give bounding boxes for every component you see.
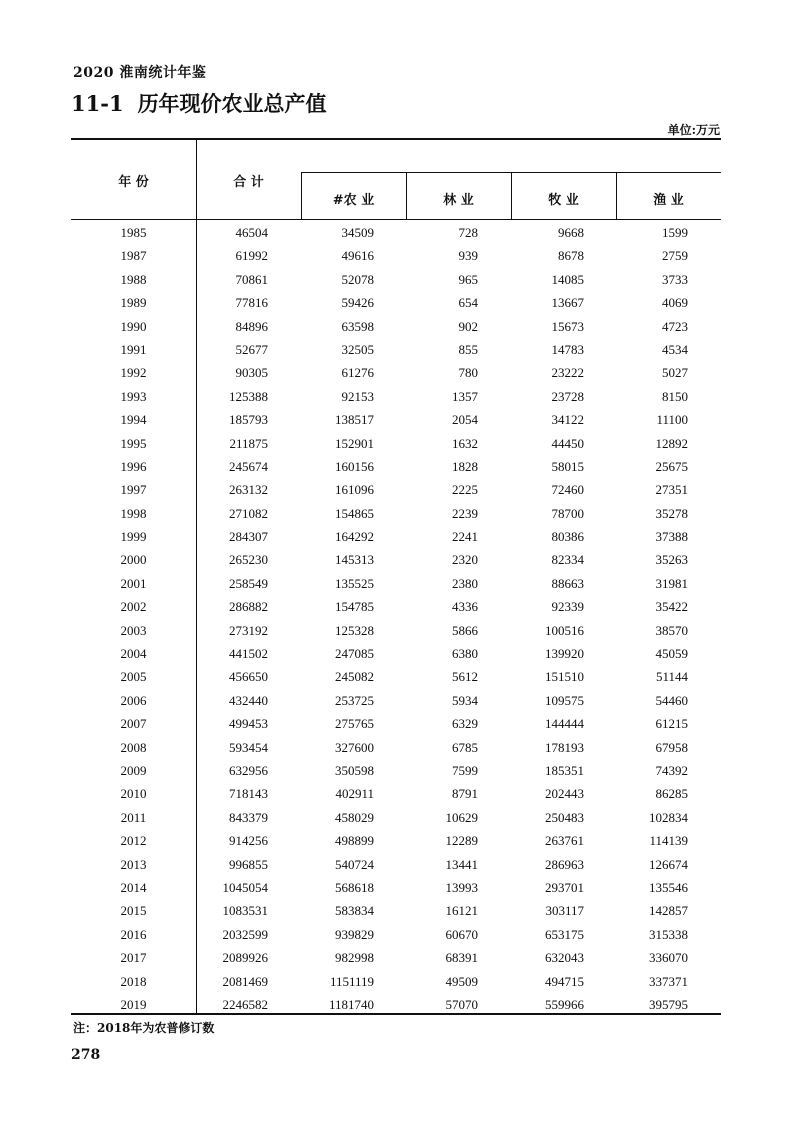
cell-forestry: 855 (458, 341, 478, 357)
cell-animal: 303117 (545, 903, 584, 919)
cell-forestry: 780 (458, 365, 478, 381)
cell-agriculture: 245082 (335, 669, 374, 685)
cell-fishery: 86285 (655, 786, 688, 802)
cell-total: 284307 (229, 529, 268, 545)
cell-year: 1991 (120, 341, 147, 357)
cell-forestry: 10629 (445, 809, 478, 825)
table-row (71, 478, 721, 501)
header-year: 年 份 (118, 175, 149, 190)
cell-fishery: 114139 (649, 833, 688, 849)
cell-total: 2246582 (222, 996, 268, 1012)
cell-fishery: 1599 (662, 225, 688, 240)
cell-agriculture: 161096 (335, 482, 374, 498)
cell-forestry: 2225 (452, 482, 478, 498)
cell-total: 286882 (229, 599, 268, 615)
table-row (71, 853, 721, 876)
cell-fishery: 8150 (662, 388, 688, 404)
cell-fishery: 38570 (655, 622, 688, 638)
table-row (71, 268, 721, 291)
cell-animal: 58015 (551, 458, 584, 474)
header-agriculture: #农 业 (332, 193, 375, 208)
cell-fishery: 336070 (649, 950, 688, 966)
cell-agriculture: 939829 (335, 926, 374, 942)
cell-animal: 92339 (551, 599, 584, 615)
cell-total: 632956 (229, 762, 268, 778)
cell-forestry: 728 (458, 225, 478, 240)
table-row (71, 759, 721, 782)
cell-fishery: 35422 (655, 599, 688, 615)
table-row (71, 876, 721, 899)
cell-agriculture: 145313 (335, 552, 374, 568)
cell-agriculture: 247085 (335, 646, 374, 662)
cell-fishery: 31981 (655, 575, 688, 591)
cell-forestry: 13993 (445, 879, 478, 895)
cell-forestry: 2380 (452, 575, 478, 591)
data-table (71, 138, 721, 1015)
cell-total: 499453 (229, 716, 268, 732)
footnote: 注：2018年为农普修订数 (73, 1021, 215, 1035)
cell-forestry: 13441 (445, 856, 478, 872)
cell-animal: 559966 (545, 996, 584, 1012)
cell-forestry: 12289 (445, 833, 478, 849)
cell-agriculture: 154785 (335, 599, 374, 615)
cell-year: 1994 (120, 412, 147, 428)
cell-year: 1997 (120, 482, 147, 498)
cell-forestry: 2054 (452, 412, 478, 428)
cell-total: 273192 (229, 622, 268, 638)
cell-total: 2089926 (222, 950, 268, 966)
cell-agriculture: 253725 (335, 692, 374, 708)
cell-fishery: 337371 (649, 973, 688, 989)
cell-fishery: 126674 (649, 856, 688, 872)
table-row (71, 548, 721, 571)
cell-year: 2007 (120, 716, 147, 732)
table-row (71, 712, 721, 735)
cell-animal: 88663 (551, 575, 584, 591)
cell-fishery: 45059 (655, 646, 688, 662)
cell-fishery: 74392 (655, 762, 688, 778)
cell-forestry: 7599 (452, 762, 478, 778)
header-forestry: 林 业 (443, 193, 474, 208)
cell-agriculture: 350598 (335, 762, 374, 778)
table-row (71, 572, 721, 595)
cell-year: 1990 (120, 318, 147, 334)
cell-total: 1045054 (222, 879, 268, 895)
table-row (71, 361, 721, 384)
cell-agriculture: 32505 (341, 341, 374, 357)
cell-forestry: 60670 (445, 926, 478, 942)
cell-forestry: 2320 (452, 552, 478, 568)
header-rule (71, 219, 721, 220)
cell-animal: 151510 (545, 669, 584, 685)
cell-forestry: 49509 (445, 973, 478, 989)
cell-forestry: 4336 (452, 599, 478, 615)
cell-forestry: 5612 (452, 669, 478, 685)
cell-animal: 34122 (551, 412, 584, 428)
table-row (71, 899, 721, 922)
cell-forestry: 1828 (452, 458, 478, 474)
top-rule (71, 138, 721, 140)
cell-forestry: 16121 (445, 903, 478, 919)
cell-forestry: 654 (458, 295, 478, 311)
table-row (71, 432, 721, 455)
cell-fishery: 102834 (649, 809, 688, 825)
cell-agriculture: 402911 (335, 786, 374, 802)
cell-animal: 494715 (545, 973, 584, 989)
cell-year: 2005 (120, 669, 147, 685)
cell-agriculture: 982998 (335, 950, 374, 966)
cell-year: 1993 (120, 388, 147, 404)
cell-total: 271082 (229, 505, 268, 521)
cell-year: 1998 (120, 505, 147, 521)
cell-forestry: 5934 (452, 692, 478, 708)
table-title-block (71, 88, 327, 118)
cell-forestry: 57070 (445, 996, 478, 1012)
table-row (71, 665, 721, 688)
cell-fishery: 35278 (655, 505, 688, 521)
cell-animal: 100516 (545, 622, 584, 638)
cell-animal: 653175 (545, 926, 584, 942)
cell-fishery: 61215 (655, 716, 688, 732)
cell-year: 2008 (120, 739, 147, 755)
cell-year: 1985 (120, 225, 147, 240)
cell-fishery: 54460 (655, 692, 688, 708)
cell-total: 90305 (235, 365, 268, 381)
table-row (71, 619, 721, 642)
cell-animal: 139920 (545, 646, 584, 662)
cell-fishery: 4069 (662, 295, 688, 311)
cell-fishery: 4534 (662, 341, 688, 357)
cell-animal: 44450 (551, 435, 584, 451)
cell-fishery: 27351 (655, 482, 688, 498)
cell-year: 1992 (120, 365, 147, 381)
cell-animal: 263761 (545, 833, 584, 849)
cell-forestry: 2241 (452, 529, 478, 545)
cell-year: 1987 (120, 248, 147, 264)
cell-fishery: 4723 (662, 318, 688, 334)
cell-year: 2013 (120, 856, 147, 872)
cell-year: 2000 (120, 552, 147, 568)
cell-agriculture: 275765 (335, 716, 374, 732)
cell-animal: 8678 (558, 248, 584, 264)
cell-total: 2081469 (222, 973, 268, 989)
cell-year: 1988 (120, 271, 147, 287)
cell-year: 2004 (120, 646, 147, 662)
cell-fishery: 37388 (655, 529, 688, 545)
cell-total: 211875 (229, 435, 268, 451)
cell-animal: 185351 (545, 762, 584, 778)
cell-animal: 15673 (551, 318, 584, 334)
cell-animal: 14085 (551, 271, 584, 287)
cell-total: 914256 (229, 833, 268, 849)
cell-agriculture: 458029 (335, 809, 374, 825)
cell-animal: 202443 (545, 786, 584, 802)
cell-total: 1083531 (222, 903, 268, 919)
cell-forestry: 8791 (452, 786, 478, 802)
cell-agriculture: 540724 (335, 856, 374, 872)
cell-animal: 23728 (551, 388, 584, 404)
cell-forestry: 6785 (452, 739, 478, 755)
cell-fishery: 67958 (655, 739, 688, 755)
cell-year: 2014 (120, 879, 147, 895)
table-title: 历年现价农业总产值 (137, 91, 327, 116)
table-row (71, 970, 721, 993)
cell-year: 2019 (120, 996, 147, 1012)
table-row (71, 502, 721, 525)
table-row (71, 946, 721, 969)
cell-year: 2002 (120, 599, 147, 615)
cell-year: 1996 (120, 458, 147, 474)
table-body (71, 221, 721, 1016)
cell-total: 70861 (235, 271, 268, 287)
cell-agriculture: 34509 (341, 225, 374, 240)
cell-animal: 250483 (545, 809, 584, 825)
cell-agriculture: 498899 (335, 833, 374, 849)
cell-agriculture: 92153 (341, 388, 374, 404)
cell-forestry: 6380 (452, 646, 478, 662)
cell-total: 432440 (229, 692, 268, 708)
cell-agriculture: 160156 (335, 458, 374, 474)
book-header: 2020 淮南统计年鉴 (73, 65, 207, 81)
cell-animal: 14783 (551, 341, 584, 357)
table-row (71, 806, 721, 829)
cell-fishery: 12892 (655, 435, 688, 451)
header-animal: 牧 业 (548, 193, 579, 208)
cell-animal: 72460 (551, 482, 584, 498)
cell-year: 2017 (120, 950, 147, 966)
cell-year: 1999 (120, 529, 147, 545)
cell-year: 2001 (120, 575, 147, 591)
cell-total: 441502 (229, 646, 268, 662)
cell-fishery: 11100 (656, 412, 688, 428)
table-row (71, 689, 721, 712)
cell-total: 718143 (229, 786, 268, 802)
table-row (71, 595, 721, 618)
cell-year: 2009 (120, 762, 147, 778)
cell-animal: 144444 (545, 716, 584, 732)
cell-fishery: 35263 (655, 552, 688, 568)
cell-agriculture: 138517 (335, 412, 374, 428)
cell-agriculture: 59426 (341, 295, 374, 311)
cell-fishery: 5027 (662, 365, 688, 381)
cell-forestry: 965 (458, 271, 478, 287)
cell-forestry: 902 (458, 318, 478, 334)
cell-animal: 178193 (545, 739, 584, 755)
cell-animal: 13667 (551, 295, 584, 311)
cell-animal: 23222 (551, 365, 584, 381)
table-row (71, 923, 721, 946)
cell-agriculture: 61276 (341, 365, 374, 381)
cell-agriculture: 52078 (341, 271, 374, 287)
table-row (71, 993, 721, 1016)
cell-forestry: 939 (458, 248, 478, 264)
table-row (71, 736, 721, 759)
cell-fishery: 395795 (649, 996, 688, 1012)
cell-agriculture: 49616 (341, 248, 374, 264)
table-row (71, 829, 721, 852)
cell-forestry: 1357 (452, 388, 478, 404)
cell-agriculture: 135525 (335, 575, 374, 591)
cell-year: 2010 (120, 786, 147, 802)
cell-total: 77816 (235, 295, 268, 311)
cell-forestry: 5866 (452, 622, 478, 638)
cell-animal: 286963 (545, 856, 584, 872)
cell-year: 2015 (120, 903, 147, 919)
cell-total: 996855 (229, 856, 268, 872)
cell-agriculture: 125328 (335, 622, 374, 638)
cell-agriculture: 154865 (335, 505, 374, 521)
cell-total: 456650 (229, 669, 268, 685)
cell-agriculture: 327600 (335, 739, 374, 755)
cell-fishery: 315338 (649, 926, 688, 942)
cell-year: 2016 (120, 926, 147, 942)
cell-agriculture: 152901 (335, 435, 374, 451)
table-row (71, 315, 721, 338)
header-fishery: 渔 业 (653, 193, 684, 208)
cell-agriculture: 583834 (335, 903, 374, 919)
table-row (71, 642, 721, 665)
cell-agriculture: 164292 (335, 529, 374, 545)
table-row (71, 455, 721, 478)
cell-animal: 632043 (545, 950, 584, 966)
cell-animal: 82334 (551, 552, 584, 568)
table-number: 11-1 (71, 91, 124, 116)
cell-total: 843379 (229, 809, 268, 825)
cell-fishery: 2759 (662, 248, 688, 264)
cell-total: 245674 (229, 458, 268, 474)
cell-animal: 78700 (551, 505, 584, 521)
cell-animal: 109575 (545, 692, 584, 708)
cell-total: 2032599 (222, 926, 268, 942)
cell-total: 61992 (235, 248, 268, 264)
page-number: 278 (71, 1047, 101, 1063)
cell-forestry: 6329 (452, 716, 478, 732)
cell-total: 263132 (229, 482, 268, 498)
cell-total: 84896 (235, 318, 268, 334)
cell-fishery: 3733 (662, 271, 688, 287)
cell-fishery: 25675 (655, 458, 688, 474)
table-row (71, 782, 721, 805)
cell-animal: 9668 (558, 225, 584, 240)
cell-agriculture: 63598 (341, 318, 374, 334)
table-row (71, 525, 721, 548)
table-row (71, 385, 721, 408)
cell-total: 258549 (229, 575, 268, 591)
cell-total: 125388 (229, 388, 268, 404)
table-row (71, 338, 721, 361)
cell-year: 2018 (120, 973, 147, 989)
cell-year: 2012 (120, 833, 147, 849)
table-row (71, 221, 721, 244)
cell-forestry: 2239 (452, 505, 478, 521)
table-row (71, 244, 721, 267)
cell-forestry: 1632 (452, 435, 478, 451)
cell-year: 1989 (120, 295, 147, 311)
header-total: 合 计 (233, 175, 264, 190)
cell-total: 52677 (235, 341, 268, 357)
cell-total: 185793 (229, 412, 268, 428)
cell-forestry: 68391 (445, 950, 478, 966)
cell-animal: 293701 (545, 879, 584, 895)
cell-agriculture: 1181740 (328, 996, 374, 1012)
cell-agriculture: 1151119 (329, 973, 374, 989)
cell-total: 46504 (235, 225, 268, 240)
cell-fishery: 135546 (649, 879, 688, 895)
cell-agriculture: 568618 (335, 879, 374, 895)
cell-fishery: 142857 (649, 903, 688, 919)
unit-label: 单位:万元 (667, 123, 720, 137)
cell-total: 265230 (229, 552, 268, 568)
table-row (71, 408, 721, 431)
cell-total: 593454 (229, 739, 268, 755)
cell-year: 1995 (120, 435, 147, 451)
cell-year: 2011 (120, 809, 147, 825)
cell-year: 2003 (120, 622, 147, 638)
cell-fishery: 51144 (655, 669, 688, 685)
cell-animal: 80386 (551, 529, 584, 545)
cell-year: 2006 (120, 692, 147, 708)
table-row (71, 291, 721, 314)
